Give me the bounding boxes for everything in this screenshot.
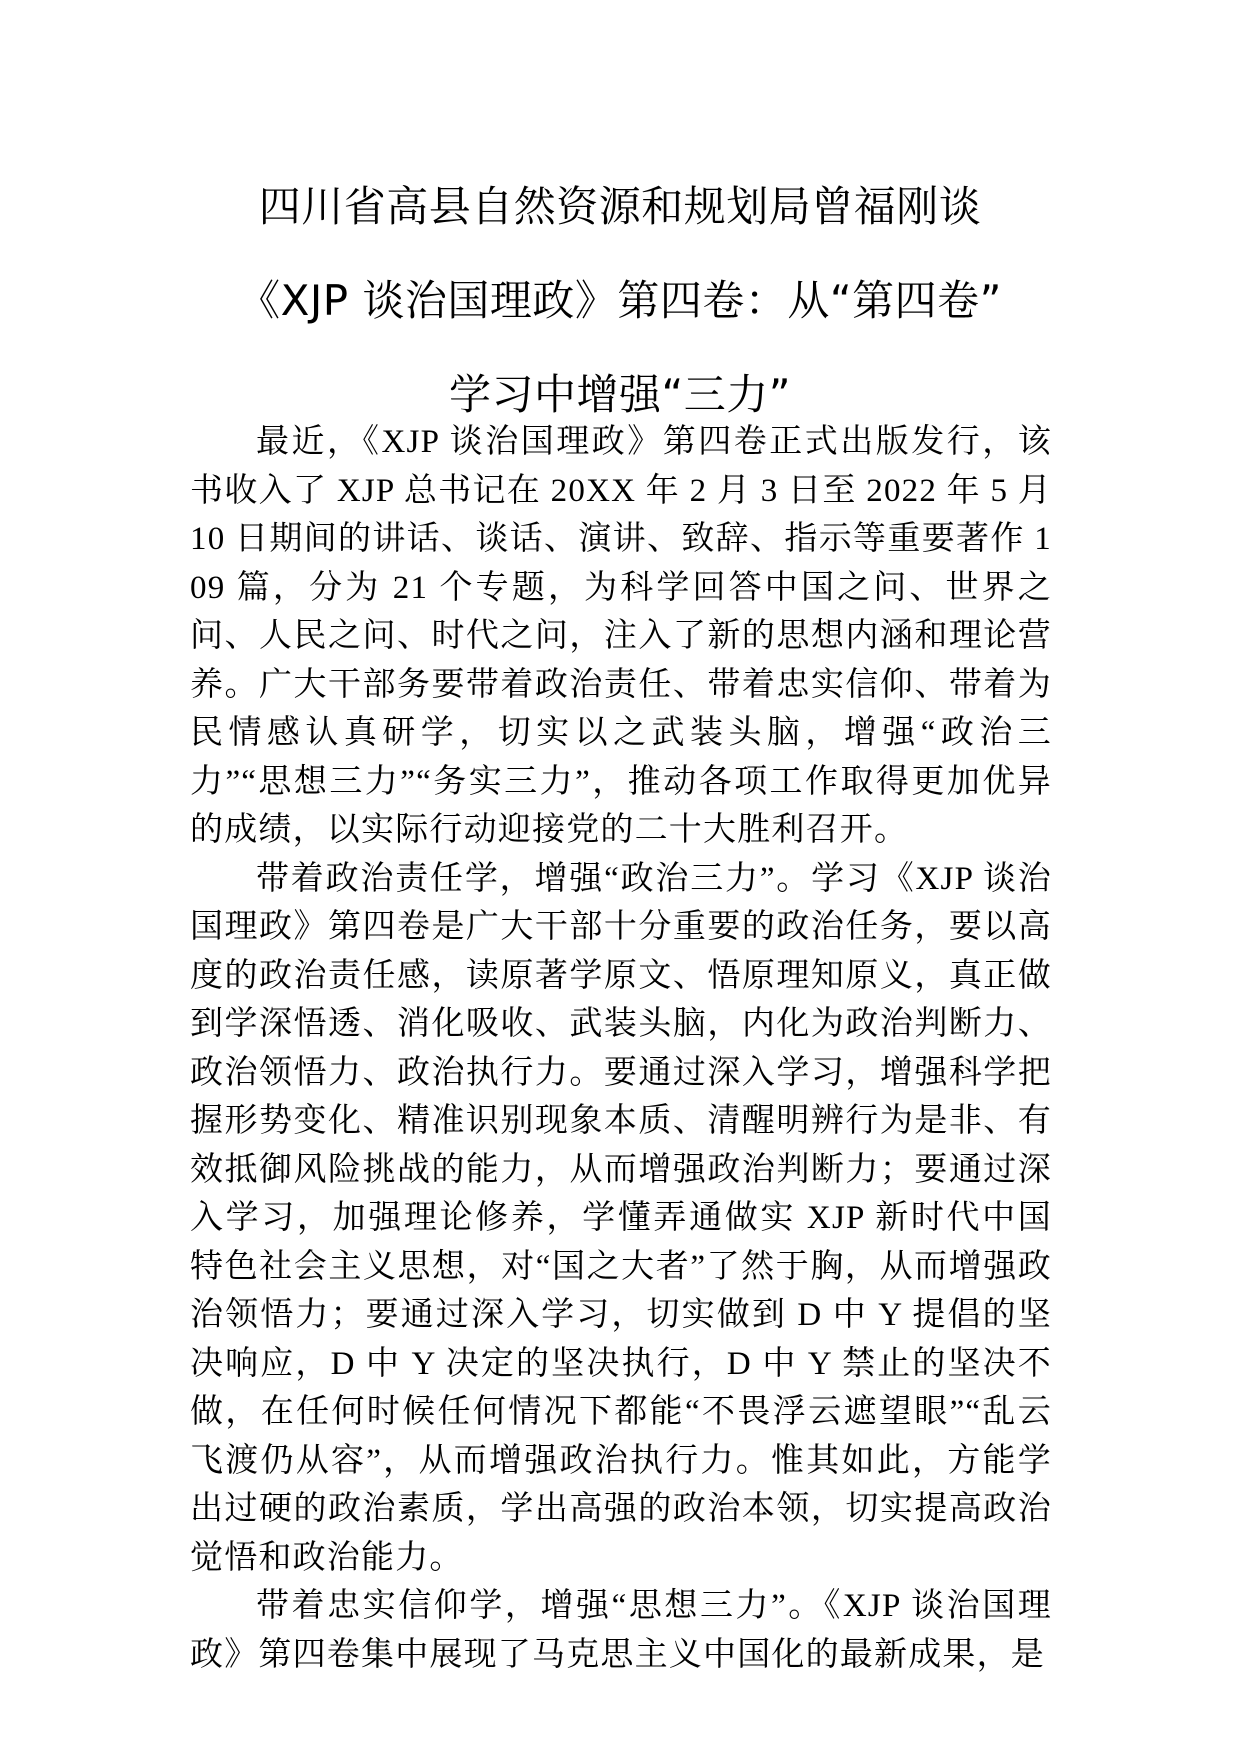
body-paragraph: 带着政治责任学，增强“政治三力”。学习《XJP 谈治国理政》第四卷是广大干部十分重要的政治任务，要以高度的政治责任感，读原著学原文、悟原理知原义，真正做到学深悟透、消化吸收、武装头脑，内化为政治判断力、政治领悟力、政治执行力。要通过深入学习，增强科学把握形势变化、精准识别现象本质、清醒明辨行为是非、有效抵御风险挑战的能力，从而增强政治判断力；要通过深入学习，加强理论修养，学懂弄通做实 XJP 新时代中国特色社会主义思想，对“国之大者”了然于胸，从而增强政治领悟力；要通过深入学习，切实做到 D 中 Y 提倡的坚决响应，D 中 Y 决定的坚决执行，D 中 Y 禁止的坚决不做，在任何时候任何情况下都能“不畏浮云遮望眼”“乱云飞渡仍从容”，从而增强政治执行力。惟其如此，方能学出过硬的政治素质，学出高强的政治本领，切实提高政治觉悟和政治能力。: [190, 860, 1052, 1576]
title-line: 学习中增强“三力”: [448, 370, 792, 419]
document-body: [190, 418, 1052, 1679]
body-paragraph: 带着忠实信仰学，增强“思想三力”。《XJP 谈治国理政》第四卷集中展现了马克思主义中国化的最新成果，是: [190, 1588, 1052, 1673]
title-line: 四川省高县自然资源和规划局曾福刚谈: [258, 182, 982, 231]
document-title: [150, 160, 1090, 442]
body-paragraph: 最近，《XJP 谈治国理政》第四卷正式出版发行，该书收入了 XJP 总书记在 20XX 年 2 月 3 日至 2022 年 5 月 10 日期间的讲话、谈话、演讲、致辞、指示等重要著作 109 篇，分为 21 个专题，为科学回答中国之问、世界之问、人民之问、时代之问，注入了新的思想内涵和理论营养。广大干部务要带着政治责任、带着忠实信仰、带着为民情感认真研学，切实以之武装头脑，增强“政治三力”“思想三力”“务实三力”，推动各项工作取得更加优异的成绩，以实际行动迎接党的二十大胜利召开。: [190, 424, 1052, 848]
title-line: 《XJP 谈治国理政》第四卷：从“第四卷”: [238, 276, 1002, 325]
